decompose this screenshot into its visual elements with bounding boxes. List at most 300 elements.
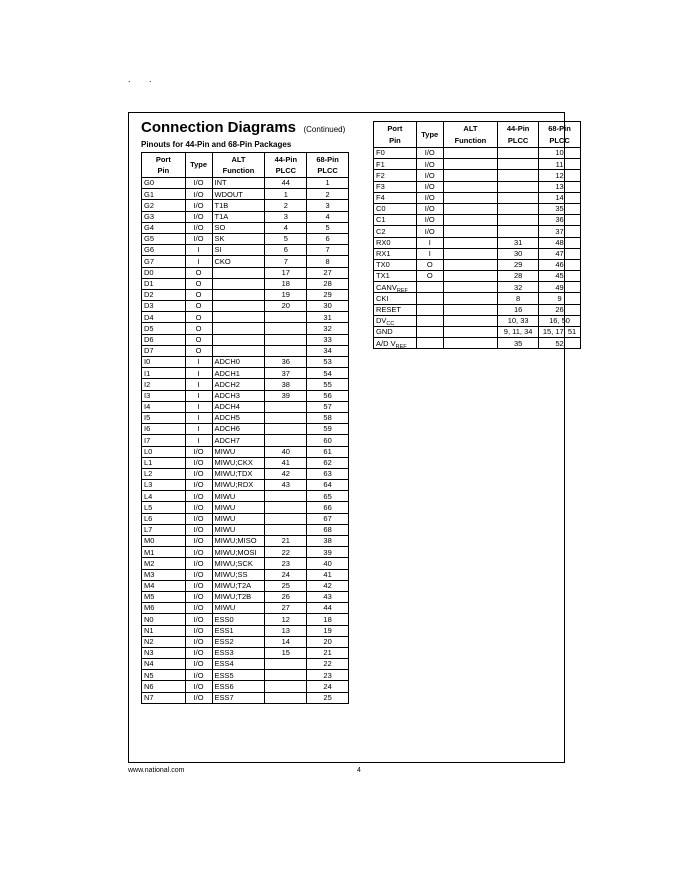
cell-type: O <box>185 345 212 356</box>
table-row <box>374 259 581 270</box>
cell-68pin: 47 <box>539 248 581 259</box>
cell-type: I/O <box>185 681 212 692</box>
table-row <box>142 435 349 446</box>
col-68pin: 68-Pin PLCC <box>307 153 349 178</box>
cell-68pin: 46 <box>539 259 581 270</box>
cell-alt <box>443 282 498 293</box>
cell-44pin: 42 <box>265 468 307 479</box>
col-type: Type <box>185 153 212 178</box>
cell-68pin: 20 <box>307 636 349 647</box>
cell-68pin: 4 <box>307 211 349 222</box>
table-row <box>374 338 581 349</box>
cell-alt <box>212 301 265 312</box>
cell-44pin: 1 <box>265 189 307 200</box>
cell-alt <box>212 334 265 345</box>
cell-68pin: 33 <box>307 334 349 345</box>
table-row <box>374 293 581 304</box>
cell-68pin: 59 <box>307 424 349 435</box>
cell-type: I/O <box>185 603 212 614</box>
cell-port: G2 <box>142 200 186 211</box>
cell-44pin <box>265 692 307 703</box>
cell-port: I2 <box>142 379 186 390</box>
cell-68pin: 43 <box>307 591 349 602</box>
cell-alt: ESS3 <box>212 647 265 658</box>
table-row <box>142 200 349 211</box>
cell-type <box>416 338 443 349</box>
port-name: DV <box>376 316 387 326</box>
cell-type: I/O <box>185 614 212 625</box>
cell-44pin <box>498 226 539 237</box>
cell-44pin: 22 <box>265 547 307 558</box>
cell-alt: ADCH6 <box>212 424 265 435</box>
cell-alt: CKO <box>212 256 265 267</box>
cell-port: M6 <box>142 603 186 614</box>
cell-alt: ADCH1 <box>212 368 265 379</box>
cell-68pin: 67 <box>307 513 349 524</box>
table-row <box>142 368 349 379</box>
col-alt: ALT Function <box>443 122 498 148</box>
cell-68pin: 12 <box>539 170 581 181</box>
cell-alt: SO <box>212 222 265 233</box>
cell-port: I4 <box>142 401 186 412</box>
cell-alt <box>443 192 498 203</box>
cell-68pin: 34 <box>307 345 349 356</box>
cell-port <box>374 338 417 349</box>
cell-alt: SI <box>212 245 265 256</box>
cell-44pin: 23 <box>265 558 307 569</box>
cell-68pin: 28 <box>307 278 349 289</box>
cell-68pin: 53 <box>307 357 349 368</box>
cell-type: O <box>416 271 443 282</box>
cell-type: I/O <box>416 181 443 192</box>
cell-44pin: 44 <box>265 178 307 189</box>
cell-44pin: 20 <box>265 301 307 312</box>
table-row <box>374 327 581 338</box>
cell-68pin: 7 <box>307 245 349 256</box>
cell-44pin: 29 <box>498 259 539 270</box>
cell-port: F3 <box>374 181 417 192</box>
cell-port: I3 <box>142 390 186 401</box>
cell-44pin: 30 <box>498 248 539 259</box>
cell-44pin <box>265 502 307 513</box>
cell-port: TX0 <box>374 259 417 270</box>
table-row <box>142 357 349 368</box>
cell-alt: MIWU <box>212 502 265 513</box>
alt-overline: $\overline{SS}$ <box>237 569 248 579</box>
cell-port: I5 <box>142 412 186 423</box>
cell-68pin: 64 <box>307 480 349 491</box>
cell-44pin: 12 <box>265 614 307 625</box>
cell-68pin: 16, 50 <box>539 315 581 326</box>
table-row <box>374 271 581 282</box>
cell-port: N7 <box>142 692 186 703</box>
table-row <box>142 323 349 334</box>
cell-alt <box>212 289 265 300</box>
cell-alt: ESS2 <box>212 636 265 647</box>
table-row <box>142 558 349 569</box>
table-row <box>142 189 349 200</box>
cell-alt: MIWU;MOSI <box>212 547 265 558</box>
cell-alt: ESS0 <box>212 614 265 625</box>
cell-port: N6 <box>142 681 186 692</box>
cell-type: I/O <box>416 148 443 159</box>
table-row <box>374 304 581 315</box>
cell-port: M0 <box>142 536 186 547</box>
table-row <box>142 569 349 580</box>
cell-44pin: 43 <box>265 480 307 491</box>
table-row <box>374 315 581 326</box>
cell-type: I <box>185 256 212 267</box>
cell-68pin: 68 <box>307 524 349 535</box>
cell-68pin: 61 <box>307 446 349 457</box>
cell-alt <box>212 278 265 289</box>
cell-alt: MIWU;RDX <box>212 480 265 491</box>
cell-68pin: 2 <box>307 189 349 200</box>
cell-68pin: 36 <box>539 215 581 226</box>
col-type: Type <box>416 122 443 148</box>
cell-68pin: 22 <box>307 659 349 670</box>
cell-port: G0 <box>142 178 186 189</box>
cell-type: O <box>185 312 212 323</box>
cell-alt <box>443 159 498 170</box>
cell-44pin: 36 <box>265 357 307 368</box>
cell-port: D1 <box>142 278 186 289</box>
cell-port: G7 <box>142 256 186 267</box>
port-subscript: REF <box>396 287 408 294</box>
cell-68pin: 39 <box>307 547 349 558</box>
cell-44pin <box>265 334 307 345</box>
cell-type: I/O <box>185 591 212 602</box>
cell-type: I <box>185 435 212 446</box>
cell-68pin: 35 <box>539 203 581 214</box>
cell-alt <box>212 569 265 580</box>
cell-type: I/O <box>185 670 212 681</box>
cell-68pin: 32 <box>307 323 349 334</box>
cell-type: I/O <box>185 211 212 222</box>
col-44pin: 44-Pin PLCC <box>498 122 539 148</box>
cell-port: RESET <box>374 304 417 315</box>
cell-type: I/O <box>185 178 212 189</box>
cell-type <box>416 315 443 326</box>
cell-alt <box>443 304 498 315</box>
cell-68pin: 30 <box>307 301 349 312</box>
table-row <box>142 390 349 401</box>
cell-port: D4 <box>142 312 186 323</box>
table-row <box>142 446 349 457</box>
cell-type: O <box>416 259 443 270</box>
cell-alt: MIWU <box>212 491 265 502</box>
cell-port: F1 <box>374 159 417 170</box>
cell-68pin: 27 <box>307 267 349 278</box>
cell-44pin: 27 <box>265 603 307 614</box>
cell-alt: ADCH4 <box>212 401 265 412</box>
cell-type: I/O <box>185 547 212 558</box>
cell-port: G3 <box>142 211 186 222</box>
cell-port: D6 <box>142 334 186 345</box>
cell-port: D3 <box>142 301 186 312</box>
table-row <box>142 267 349 278</box>
cell-alt <box>212 323 265 334</box>
cell-type: I/O <box>185 536 212 547</box>
cell-alt: ESS4 <box>212 659 265 670</box>
cell-type: O <box>185 334 212 345</box>
cell-type: O <box>185 323 212 334</box>
cell-68pin: 55 <box>307 379 349 390</box>
cell-44pin <box>498 181 539 192</box>
cell-alt: ADCH3 <box>212 390 265 401</box>
cell-port: L7 <box>142 524 186 535</box>
cell-44pin <box>265 312 307 323</box>
cell-alt <box>443 203 498 214</box>
cell-type: I/O <box>416 215 443 226</box>
table-row <box>142 412 349 423</box>
table-row <box>374 170 581 181</box>
cell-68pin: 14 <box>539 192 581 203</box>
cell-alt <box>443 181 498 192</box>
cell-44pin: 19 <box>265 289 307 300</box>
cell-44pin <box>265 491 307 502</box>
cell-port: L3 <box>142 480 186 491</box>
table-row <box>142 603 349 614</box>
cell-44pin: 15 <box>265 647 307 658</box>
table-row <box>374 226 581 237</box>
table-row <box>142 524 349 535</box>
cell-44pin: 13 <box>265 625 307 636</box>
cell-44pin <box>265 424 307 435</box>
cell-port: I0 <box>142 357 186 368</box>
cell-port: N5 <box>142 670 186 681</box>
cell-68pin: 48 <box>539 237 581 248</box>
cell-alt: MIWU;CKX <box>212 457 265 468</box>
cell-alt: MIWU;SCK <box>212 558 265 569</box>
table-row <box>142 502 349 513</box>
table-row <box>374 215 581 226</box>
cell-alt <box>212 267 265 278</box>
cell-alt <box>443 293 498 304</box>
cell-alt <box>443 237 498 248</box>
cell-type: I/O <box>185 558 212 569</box>
table-row <box>142 536 349 547</box>
cell-68pin: 31 <box>307 312 349 323</box>
cell-type: I/O <box>185 200 212 211</box>
cell-68pin: 25 <box>307 692 349 703</box>
table-row <box>142 692 349 703</box>
cell-44pin <box>265 524 307 535</box>
cell-44pin <box>265 401 307 412</box>
cell-alt: ADCH7 <box>212 435 265 446</box>
cell-44pin: 17 <box>265 267 307 278</box>
cell-type: I <box>185 424 212 435</box>
cell-type: I/O <box>185 692 212 703</box>
cell-alt <box>443 170 498 181</box>
cell-68pin: 5 <box>307 222 349 233</box>
cell-port: D5 <box>142 323 186 334</box>
cell-44pin: 21 <box>265 536 307 547</box>
table-row <box>374 192 581 203</box>
cell-type: I/O <box>185 491 212 502</box>
cell-44pin: 18 <box>265 278 307 289</box>
cell-port: RX1 <box>374 248 417 259</box>
table-row <box>374 248 581 259</box>
cell-port: L2 <box>142 468 186 479</box>
cell-44pin <box>498 159 539 170</box>
cell-port: D2 <box>142 289 186 300</box>
cell-alt: MIWU;T2A <box>212 580 265 591</box>
cell-type: I/O <box>185 647 212 658</box>
cell-68pin: 52 <box>539 338 581 349</box>
cell-68pin: 29 <box>307 289 349 300</box>
cell-alt: MIWU <box>212 513 265 524</box>
cell-68pin: 24 <box>307 681 349 692</box>
table-row <box>142 289 349 300</box>
cell-alt: MIWU <box>212 603 265 614</box>
cell-type: I <box>185 368 212 379</box>
title-text: Connection Diagrams <box>141 119 297 136</box>
cell-type: I <box>185 412 212 423</box>
cell-type <box>416 327 443 338</box>
cell-type: I/O <box>185 468 212 479</box>
cell-68pin: 65 <box>307 491 349 502</box>
cell-port: N1 <box>142 625 186 636</box>
cell-type: I/O <box>185 502 212 513</box>
cell-type: I <box>416 248 443 259</box>
table-row <box>142 547 349 558</box>
cell-68pin: 26 <box>539 304 581 315</box>
section-title <box>141 119 345 137</box>
table-row <box>142 312 349 323</box>
cell-44pin: 41 <box>265 457 307 468</box>
cell-alt <box>443 338 498 349</box>
cell-type: I <box>185 357 212 368</box>
cell-44pin: 38 <box>265 379 307 390</box>
cell-type: I/O <box>185 189 212 200</box>
cell-port: G5 <box>142 233 186 244</box>
cell-alt: ADCH0 <box>212 357 265 368</box>
cell-44pin: 26 <box>265 591 307 602</box>
cell-type: O <box>185 278 212 289</box>
pinout-table-right <box>373 121 581 349</box>
cell-alt: ESS7 <box>212 692 265 703</box>
cell-44pin <box>265 412 307 423</box>
cell-port: L4 <box>142 491 186 502</box>
cell-68pin: 1 <box>307 178 349 189</box>
cell-port: TX1 <box>374 271 417 282</box>
table-row <box>142 301 349 312</box>
cell-alt <box>443 226 498 237</box>
cell-alt <box>443 148 498 159</box>
table-header-row <box>374 122 581 148</box>
cell-68pin: 58 <box>307 412 349 423</box>
table-row <box>142 480 349 491</box>
cell-type: I/O <box>185 569 212 580</box>
cell-68pin: 8 <box>307 256 349 267</box>
cell-44pin: 28 <box>498 271 539 282</box>
table-row <box>142 345 349 356</box>
cell-alt: MIWU;TDX <box>212 468 265 479</box>
table-row <box>142 625 349 636</box>
table-row <box>374 159 581 170</box>
cell-68pin: 42 <box>307 580 349 591</box>
cell-68pin: 63 <box>307 468 349 479</box>
cell-alt: SK <box>212 233 265 244</box>
cell-type: I/O <box>416 226 443 237</box>
cell-port: CKI <box>374 293 417 304</box>
cell-type: O <box>185 289 212 300</box>
cell-type: I/O <box>185 659 212 670</box>
table-row <box>142 401 349 412</box>
cell-alt <box>212 345 265 356</box>
cell-44pin: 25 <box>265 580 307 591</box>
col-alt: ALT Function <box>212 153 265 178</box>
cell-68pin: 6 <box>307 233 349 244</box>
cell-port: L5 <box>142 502 186 513</box>
cell-port: F4 <box>374 192 417 203</box>
cell-44pin <box>498 192 539 203</box>
cell-44pin <box>265 435 307 446</box>
corner-marks: . . <box>128 74 160 84</box>
cell-type: I/O <box>416 159 443 170</box>
cell-68pin: 45 <box>539 271 581 282</box>
cell-44pin <box>498 203 539 214</box>
cell-alt: ESS5 <box>212 670 265 681</box>
cell-type: I/O <box>185 636 212 647</box>
cell-44pin: 35 <box>498 338 539 349</box>
cell-port: M3 <box>142 569 186 580</box>
cell-68pin: 40 <box>307 558 349 569</box>
table-row <box>374 181 581 192</box>
cell-type: I/O <box>185 524 212 535</box>
cell-type: O <box>185 267 212 278</box>
cell-68pin: 60 <box>307 435 349 446</box>
cell-44pin: 32 <box>498 282 539 293</box>
cell-44pin: 4 <box>265 222 307 233</box>
cell-alt: MIWU <box>212 524 265 535</box>
cell-68pin: 23 <box>307 670 349 681</box>
cell-44pin <box>498 170 539 181</box>
cell-44pin <box>265 323 307 334</box>
cell-44pin: 39 <box>265 390 307 401</box>
cell-68pin: 18 <box>307 614 349 625</box>
port-name: A/D V <box>376 338 396 348</box>
cell-port: N0 <box>142 614 186 625</box>
cell-port: M5 <box>142 591 186 602</box>
cell-type: I/O <box>185 222 212 233</box>
cell-type: I/O <box>416 203 443 214</box>
cell-44pin: 8 <box>498 293 539 304</box>
port-name: CANV <box>376 282 397 292</box>
cell-68pin: 37 <box>539 226 581 237</box>
cell-type: I/O <box>416 192 443 203</box>
cell-alt <box>443 271 498 282</box>
table-row <box>142 334 349 345</box>
cell-44pin <box>498 215 539 226</box>
table-row <box>142 379 349 390</box>
cell-type: I <box>416 237 443 248</box>
cell-type: O <box>185 301 212 312</box>
alt-prefix: MIWU; <box>214 569 238 579</box>
cell-44pin: 3 <box>265 211 307 222</box>
cell-68pin: 11 <box>539 159 581 170</box>
cell-port: N3 <box>142 647 186 658</box>
cell-44pin <box>498 148 539 159</box>
table-row <box>142 222 349 233</box>
table-header-row <box>142 153 349 178</box>
cell-port: M4 <box>142 580 186 591</box>
table-row <box>142 211 349 222</box>
table-row <box>142 491 349 502</box>
cell-port: I6 <box>142 424 186 435</box>
cell-alt: INT <box>212 178 265 189</box>
